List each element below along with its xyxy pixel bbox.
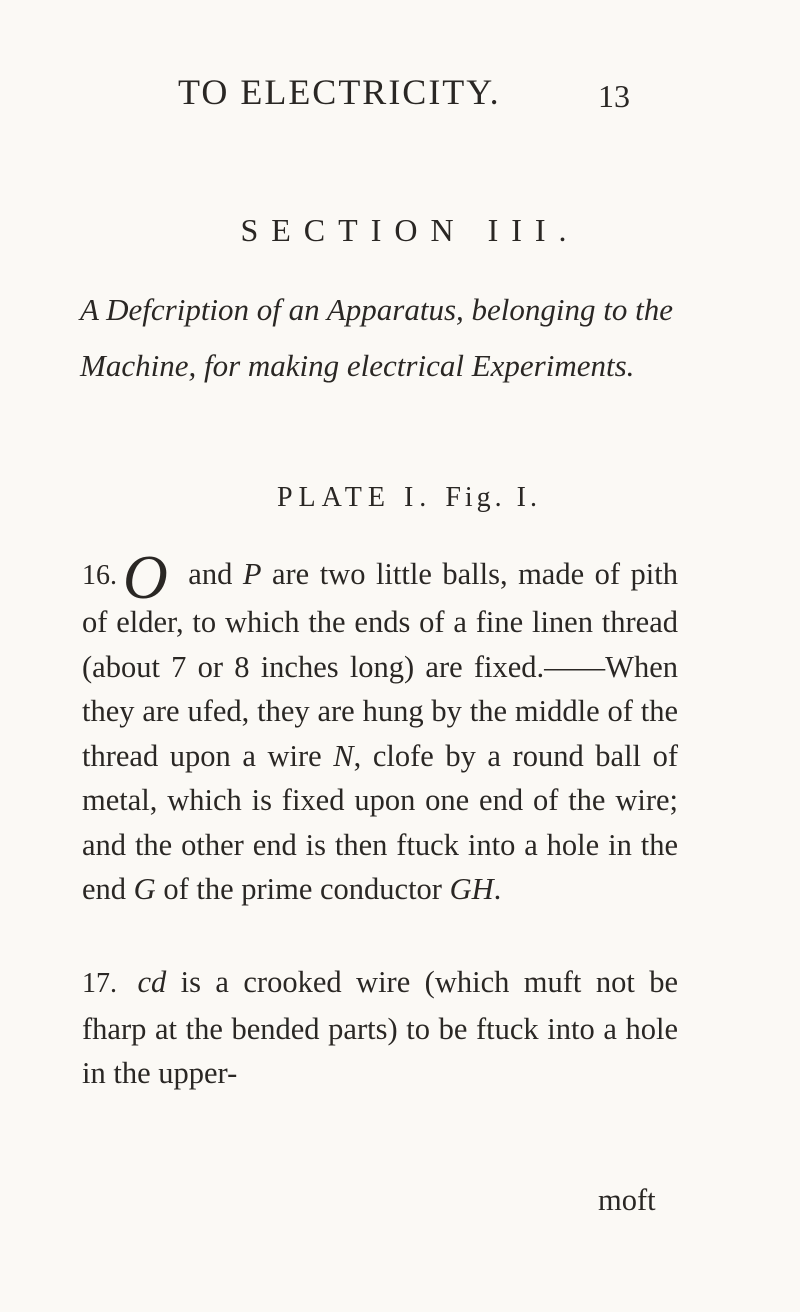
running-title: TO ELECTRICITY. [178,72,501,112]
plate-heading [0,480,800,516]
paragraph-text: , clofe by a round ball of metal, which is fixed upon one end of the wire; and the other end is then ftuck into a hole in the end [82,738,679,906]
paragraph-16 [82,544,679,912]
paragraph-number: 17. [82,968,117,999]
paragraph-text: are two little balls, made of pith of elder, to which the ends of a fine linen thread (about 7 or 8 inches long) are fixed.——When they are ufed, they are hung by the middle of the thread upon a wire [82,557,678,773]
drop-cap: O [123,544,168,612]
figure-label: Fig. I. [445,482,541,513]
page-number: 13 [598,78,630,114]
reference-letter: GH [449,872,494,906]
paragraph-text: of the prime conductor [155,872,450,906]
paragraph-17 [82,960,678,1096]
catchword: moft [598,1183,656,1217]
section-subtitle: A Defcription of an Apparatus, belonging to the Machine, for making electrical Experiments. [80,292,673,383]
reference-letter: cd [137,965,167,999]
paragraph-text: and [177,557,243,591]
running-head [0,70,800,120]
reference-letter: N [333,738,354,773]
paragraph-text: . [493,872,502,906]
section-heading: SECTION III. [240,212,580,248]
reference-letter: P [242,557,262,591]
paragraph-text: is a crooked wire (which muft not be fharp at the bended parts) to be ftuck into a hole in the upper- [82,965,679,1090]
plate-label: PLATE I. [276,482,433,513]
paragraph-number: 16. [82,560,117,591]
reference-letter: G [133,872,156,906]
